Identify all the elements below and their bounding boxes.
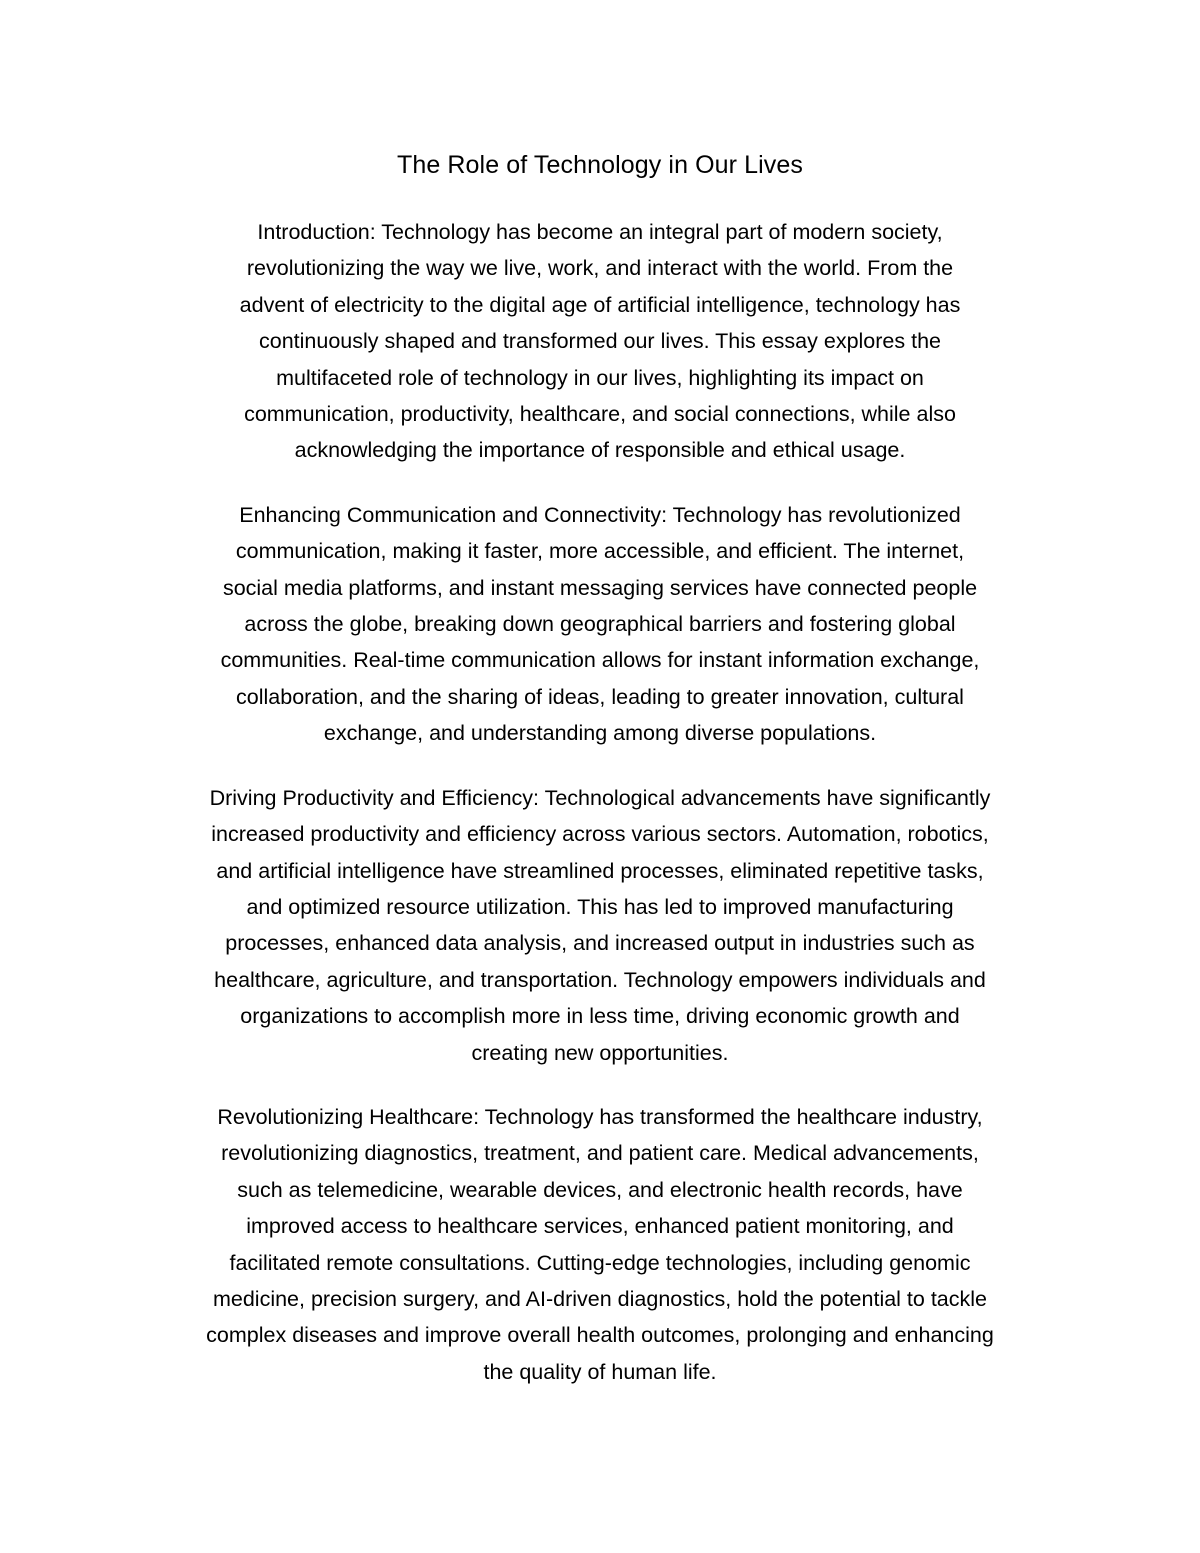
text-line: medicine, precision surgery, and AI-driven diagnostics, hold the potential to tackle	[212, 1286, 988, 1311]
text-line: communication, making it faster, more accessible, and efficient. The internet,	[235, 539, 965, 564]
text-line: continuously shaped and transformed our lives. This essay explores the	[258, 329, 941, 354]
document-title: The Role of Technology in Our Lives	[396, 151, 804, 179]
text-line: processes, enhanced data analysis, and increased output in industries such as	[225, 931, 975, 956]
text-line: exchange, and understanding among diverse populations.	[323, 721, 877, 746]
text-line: complex diseases and improve overall health outcomes, prolonging and enhancing	[206, 1323, 994, 1348]
text-line: revolutionizing diagnostics, treatment, and patient care. Medical advancements,	[221, 1141, 979, 1166]
paragraph-healthcare	[130, 1099, 1070, 1390]
text-line: such as telemedicine, wearable devices, and electronic health records, have	[237, 1177, 963, 1202]
text-line: Introduction: Technology has become an integral part of modern society,	[257, 220, 943, 244]
text-line: collaboration, and the sharing of ideas, leading to greater innovation, cultural	[236, 684, 964, 709]
paragraph-productivity	[130, 780, 1070, 1071]
text-line: Revolutionizing Healthcare: Technology has transformed the healthcare industry,	[217, 1104, 983, 1129]
text-line: advent of electricity to the digital age of artificial intelligence, technology has	[239, 292, 961, 317]
text-line: creating new opportunities.	[471, 1040, 729, 1065]
text-line: increased productivity and efficiency across various sectors. Automation, robotics,	[211, 822, 989, 847]
text-line: organizations to accomplish more in less time, driving economic growth and	[240, 1004, 960, 1029]
paragraph-communication	[130, 497, 1070, 752]
text-line: Driving Productivity and Efficiency: Technological advancements have significantly	[209, 785, 991, 810]
text-line: communication, productivity, healthcare, and social connections, while also	[244, 402, 956, 427]
text-line: social media platforms, and instant messaging services have connected people	[222, 575, 978, 600]
document-body	[130, 214, 1070, 1418]
text-line: acknowledging the importance of responsible and ethical usage.	[294, 438, 906, 463]
text-line: across the globe, breaking down geographical barriers and fostering global	[244, 612, 956, 637]
text-line: communities. Real-time communication allows for instant information exchange,	[220, 648, 980, 673]
paragraph-introduction	[130, 214, 1070, 469]
text-line: and optimized resource utilization. This has led to improved manufacturing	[246, 894, 954, 919]
text-line: and artificial intelligence have streamlined processes, eliminated repetitive tasks,	[216, 858, 984, 883]
text-line: Enhancing Communication and Connectivity: Technology has revolutionized	[239, 502, 961, 527]
text-line: healthcare, agriculture, and transportation. Technology empowers individuals and	[214, 967, 986, 992]
text-line: improved access to healthcare services, enhanced patient monitoring, and	[246, 1214, 954, 1239]
text-line: facilitated remote consultations. Cutting-edge technologies, including genomic	[229, 1250, 971, 1275]
text-line: multifaceted role of technology in our lives, highlighting its impact on	[276, 365, 924, 390]
text-line: revolutionizing the way we live, work, and interact with the world. From the	[246, 256, 954, 281]
text-line: the quality of human life.	[483, 1359, 717, 1384]
